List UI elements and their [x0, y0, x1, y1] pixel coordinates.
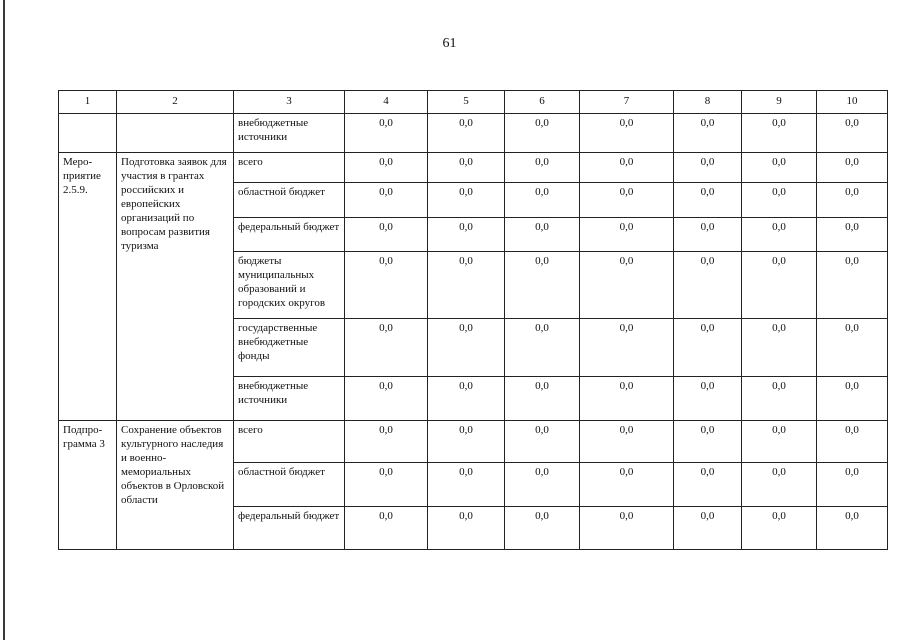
table-row: [59, 153, 888, 183]
value-cell: 0,0: [505, 507, 580, 550]
header-cell: 10: [817, 91, 888, 114]
event-code-cell: Меро-приятие 2.5.9.: [59, 153, 117, 421]
value-cell: 0,0: [742, 507, 817, 550]
value-cell: 0,0: [580, 507, 674, 550]
value-cell: 0,0: [817, 218, 888, 252]
value-cell: 0,0: [345, 252, 428, 319]
table-row: [59, 421, 888, 463]
funding-source-cell: всего: [234, 421, 345, 463]
value-cell: 0,0: [345, 377, 428, 421]
value-cell: 0,0: [817, 377, 888, 421]
value-cell: 0,0: [345, 507, 428, 550]
value-cell: 0,0: [817, 319, 888, 377]
funding-source-cell: бюджеты муниципальных образований и городских округов: [234, 252, 345, 319]
value-cell: 0,0: [674, 252, 742, 319]
header-cell: 6: [505, 91, 580, 114]
value-cell: 0,0: [428, 183, 505, 218]
value-cell: 0,0: [428, 218, 505, 252]
value-cell: 0,0: [428, 252, 505, 319]
value-cell: 0,0: [428, 377, 505, 421]
value-cell: 0,0: [742, 377, 817, 421]
value-cell: 0,0: [428, 507, 505, 550]
header-cell: 4: [345, 91, 428, 114]
value-cell: 0,0: [742, 463, 817, 507]
table-row: [59, 114, 888, 153]
value-cell: 0,0: [505, 183, 580, 218]
value-cell: 0,0: [428, 421, 505, 463]
value-cell: 0,0: [580, 463, 674, 507]
value-cell: 0,0: [505, 421, 580, 463]
page-number: 61: [442, 36, 457, 51]
value-cell: 0,0: [345, 114, 428, 153]
value-cell: 0,0: [580, 319, 674, 377]
funding-source-cell: областной бюджет: [234, 463, 345, 507]
funding-source-cell: федеральный бюджет: [234, 507, 345, 550]
value-cell: 0,0: [674, 183, 742, 218]
value-cell: 0,0: [817, 183, 888, 218]
value-cell: 0,0: [580, 153, 674, 183]
value-cell: 0,0: [505, 252, 580, 319]
value-cell: 0,0: [674, 377, 742, 421]
value-cell: 0,0: [674, 114, 742, 153]
value-cell: 0,0: [742, 252, 817, 319]
value-cell: 0,0: [580, 252, 674, 319]
value-cell: 0,0: [345, 421, 428, 463]
funding-source-cell: федеральный бюджет: [234, 218, 345, 252]
value-cell: 0,0: [674, 421, 742, 463]
value-cell: 0,0: [742, 421, 817, 463]
value-cell: 0,0: [674, 507, 742, 550]
funding-source-cell: государственные внебюджетные фонды: [234, 319, 345, 377]
budget-table: [58, 90, 888, 550]
value-cell: 0,0: [742, 183, 817, 218]
value-cell: 0,0: [505, 463, 580, 507]
header-cell: 7: [580, 91, 674, 114]
header-cell: 9: [742, 91, 817, 114]
funding-source-cell: внебюджетные источники: [234, 377, 345, 421]
event-name-cell: [117, 114, 234, 153]
value-cell: 0,0: [345, 463, 428, 507]
header-cell: 2: [117, 91, 234, 114]
event-name-cell: Подготовка заявок для участия в грантах российских и европейских организаций по вопросам развития туризма: [117, 153, 234, 421]
value-cell: 0,0: [505, 153, 580, 183]
value-cell: 0,0: [817, 463, 888, 507]
value-cell: 0,0: [505, 319, 580, 377]
value-cell: 0,0: [580, 218, 674, 252]
value-cell: 0,0: [505, 114, 580, 153]
value-cell: 0,0: [345, 183, 428, 218]
header-cell: 1: [59, 91, 117, 114]
value-cell: 0,0: [817, 114, 888, 153]
value-cell: 0,0: [742, 153, 817, 183]
value-cell: 0,0: [345, 319, 428, 377]
value-cell: 0,0: [580, 377, 674, 421]
value-cell: 0,0: [742, 218, 817, 252]
value-cell: 0,0: [428, 319, 505, 377]
funding-source-cell: всего: [234, 153, 345, 183]
value-cell: 0,0: [674, 218, 742, 252]
subprogram-name-cell: Сохранение объектов культурного наследия и военно-мемориальных объектов в Орловской области: [117, 421, 234, 550]
value-cell: 0,0: [428, 153, 505, 183]
value-cell: 0,0: [428, 463, 505, 507]
value-cell: 0,0: [742, 319, 817, 377]
value-cell: 0,0: [674, 463, 742, 507]
value-cell: 0,0: [817, 421, 888, 463]
value-cell: 0,0: [428, 114, 505, 153]
value-cell: 0,0: [505, 218, 580, 252]
value-cell: 0,0: [817, 153, 888, 183]
value-cell: 0,0: [580, 183, 674, 218]
value-cell: 0,0: [580, 114, 674, 153]
value-cell: 0,0: [345, 218, 428, 252]
header-cell: 5: [428, 91, 505, 114]
value-cell: 0,0: [674, 319, 742, 377]
funding-source-cell: областной бюджет: [234, 183, 345, 218]
table-header-row: [59, 91, 888, 114]
subprogram-code-cell: Подпро-грамма 3: [59, 421, 117, 550]
value-cell: 0,0: [742, 114, 817, 153]
header-cell: 3: [234, 91, 345, 114]
header-cell: 8: [674, 91, 742, 114]
value-cell: 0,0: [817, 507, 888, 550]
event-code-cell: [59, 114, 117, 153]
value-cell: 0,0: [674, 153, 742, 183]
value-cell: 0,0: [817, 252, 888, 319]
value-cell: 0,0: [505, 377, 580, 421]
value-cell: 0,0: [345, 153, 428, 183]
page-left-edge: [3, 0, 5, 640]
value-cell: 0,0: [580, 421, 674, 463]
funding-source-cell: внебюджетные источники: [234, 114, 345, 153]
